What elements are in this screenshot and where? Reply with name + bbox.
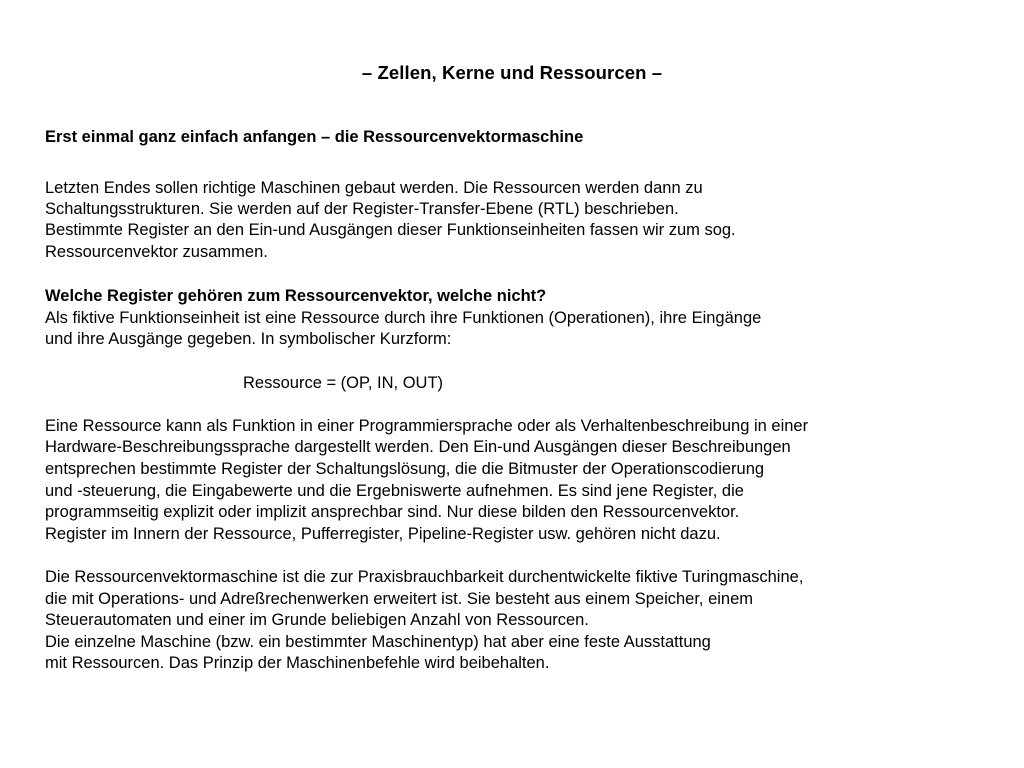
paragraph3-line: programmseitig explizit oder implizit ansprechbar sind. Nur diese bilden den Ressourcenvektor. (45, 503, 740, 521)
paragraph4-line: Steuerautomaten und einer im Grunde beliebigen Anzahl von Ressourcen. (45, 611, 589, 629)
slide-title: – Zellen, Kerne und Ressourcen – (361, 62, 663, 83)
paragraph4-line: die mit Operations- und Adreßrechenwerken erweitert ist. Sie besteht aus einem Speicher, einem (45, 590, 754, 608)
paragraph2-line: und ihre Ausgänge gegeben. In symbolischer Kurzform: (45, 330, 452, 348)
question-heading: Welche Register gehören zum Ressourcenvektor, welche nicht? (45, 287, 547, 305)
paragraph3-line: Hardware-Beschreibungssprache dargestellt werden. Den Ein-und Ausgängen dieser Beschreibungen (45, 438, 791, 456)
paragraph2-line: Als fiktive Funktionseinheit ist eine Ressource durch ihre Funktionen (Operationen), ihre Eingänge (45, 309, 762, 327)
paragraph1-line: Ressourcenvektor zusammen. (45, 243, 268, 261)
paragraph3-line: Register im Innern der Ressource, Pufferregister, Pipeline-Register usw. gehören nicht dazu. (45, 525, 721, 543)
paragraph4-line: Die Ressourcenvektormaschine ist die zur Praxisbrauchbarkeit durchentwickelte fiktive Turingmaschine, (45, 568, 804, 586)
paragraph4-line: Die einzelne Maschine (bzw. ein bestimmter Maschinentyp) hat aber eine feste Ausstattung (45, 633, 711, 651)
paragraph1-line: Bestimmte Register an den Ein-und Ausgängen dieser Funktionseinheiten fassen wir zum sog. (45, 221, 736, 239)
resource-formula: Ressource = (OP, IN, OUT) (243, 374, 444, 392)
paragraph3-line: entsprechen bestimmte Register der Schaltungslösung, die die Bitmuster der Operationscodierung (45, 460, 765, 478)
paragraph1-line: Schaltungsstrukturen. Sie werden auf der Register-Transfer-Ebene (RTL) beschrieben. (45, 200, 679, 218)
paragraph3-line: und -steuerung, die Eingabewerte und die Ergebniswerte aufnehmen. Es sind jene Register, die (45, 482, 744, 500)
slide-subtitle: Erst einmal ganz einfach anfangen – die Ressourcenvektormaschine (45, 128, 584, 146)
paragraph3-line: Eine Ressource kann als Funktion in einer Programmiersprache oder als Verhaltenbeschreibung in einer (45, 417, 809, 435)
paragraph1-line: Letzten Endes sollen richtige Maschinen gebaut werden. Die Ressourcen werden dann zu (45, 179, 703, 197)
paragraph4-line: mit Ressourcen. Das Prinzip der Maschinenbefehle wird beibehalten. (45, 654, 550, 672)
